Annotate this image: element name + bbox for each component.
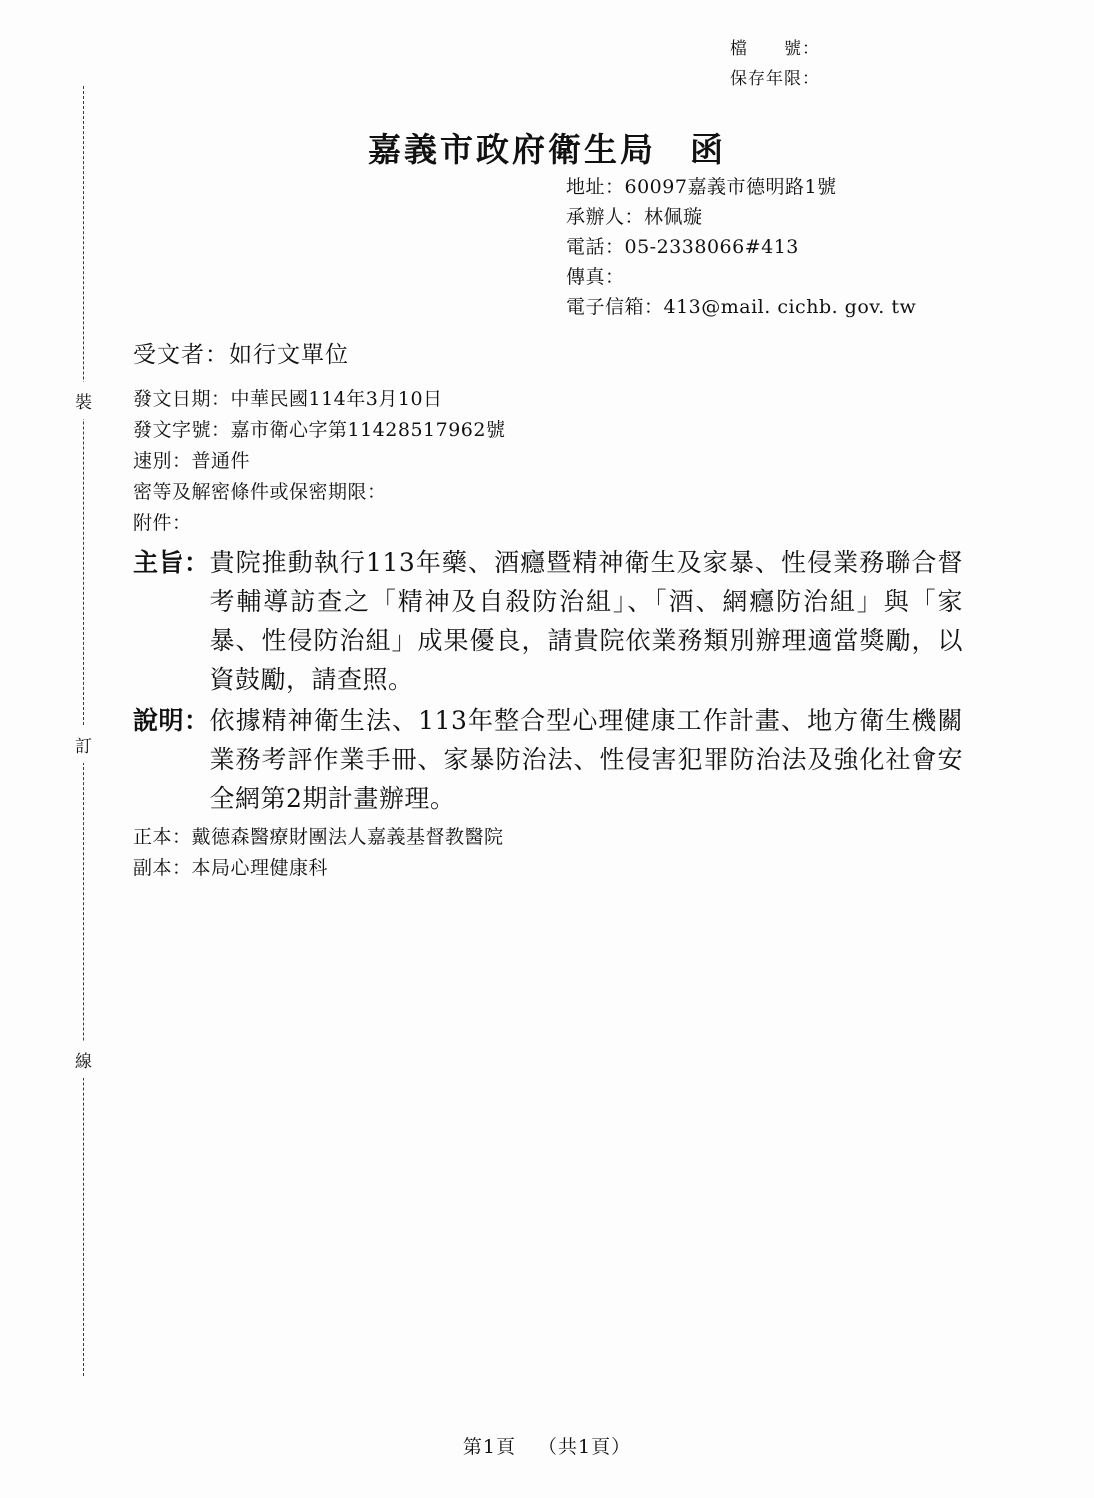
contact-officer: 承辦人：林佩璇 (566, 206, 703, 228)
page-number: 第1頁 (462, 1436, 516, 1458)
attachments: 附件： (133, 512, 192, 534)
retention-period-label: 保存年限： (730, 69, 820, 89)
recipient-line: 受文者：如行文單位 (133, 342, 349, 368)
file-number-block (730, 34, 820, 94)
primary-recipient: 正本：戴德森醫療財團法人嘉義基督教醫院 (133, 826, 504, 848)
explanation-label: 說明： (133, 706, 210, 735)
issuing-agency-name: 嘉義市政府衛生局 (368, 130, 656, 169)
binding-mark-zhuang: 裝 (70, 382, 98, 419)
contact-address: 地址：60097嘉義市德明路1號 (566, 176, 837, 198)
file-number-label: 檔 號： (730, 39, 820, 59)
explanation-section (133, 701, 963, 818)
contact-email: 電子信箱：413@mail. cichb. gov. tw (566, 296, 917, 318)
contact-fax: 傳真： (566, 266, 625, 288)
page-title (0, 124, 1094, 171)
subject-text: 貴院推動執行113年藥、酒癮暨精神衛生及家暴、性侵業務聯合督考輔導訪查之「精神及自殺防治組」、「酒、網癮防治組」與「家暴、性侵防治組」成果優良，請貴院依業務類別辦理適當獎勵，以資鼓勵，請查照。 (209, 548, 963, 694)
contact-phone: 電話：05-2338066#413 (566, 236, 799, 258)
issue-date: 發文日期：中華民國114年3月10日 (133, 388, 443, 410)
document-body (133, 543, 963, 820)
speed-level: 速別：普通件 (133, 450, 251, 472)
subject-label: 主旨： (133, 548, 210, 577)
page-footer (0, 1432, 1094, 1459)
explanation-text: 依據精神衛生法、113年整合型心理健康工作計畫、地方衛生機關業務考評作業手冊、家暴防治法、性侵害犯罪防治法及強化社會安全網第2期計畫辦理。 (209, 706, 963, 813)
sender-contact-block (566, 172, 916, 322)
carbon-copy-recipient: 副本：本局心理健康科 (133, 857, 329, 879)
subject-section (133, 543, 963, 699)
confidentiality: 密等及解密條件或保密期限： (133, 481, 387, 503)
binding-mark-column (66, 86, 102, 1376)
document-number: 發文字號：嘉市衛心字第11428517962號 (133, 419, 506, 441)
document-type-label: 函 (690, 130, 726, 169)
document-meta-block (133, 384, 505, 539)
page-total: （共1頁） (538, 1436, 632, 1458)
binding-mark-xian: 線 (70, 1041, 98, 1078)
binding-mark-ding: 訂 (70, 726, 98, 763)
distribution-block (133, 822, 504, 884)
